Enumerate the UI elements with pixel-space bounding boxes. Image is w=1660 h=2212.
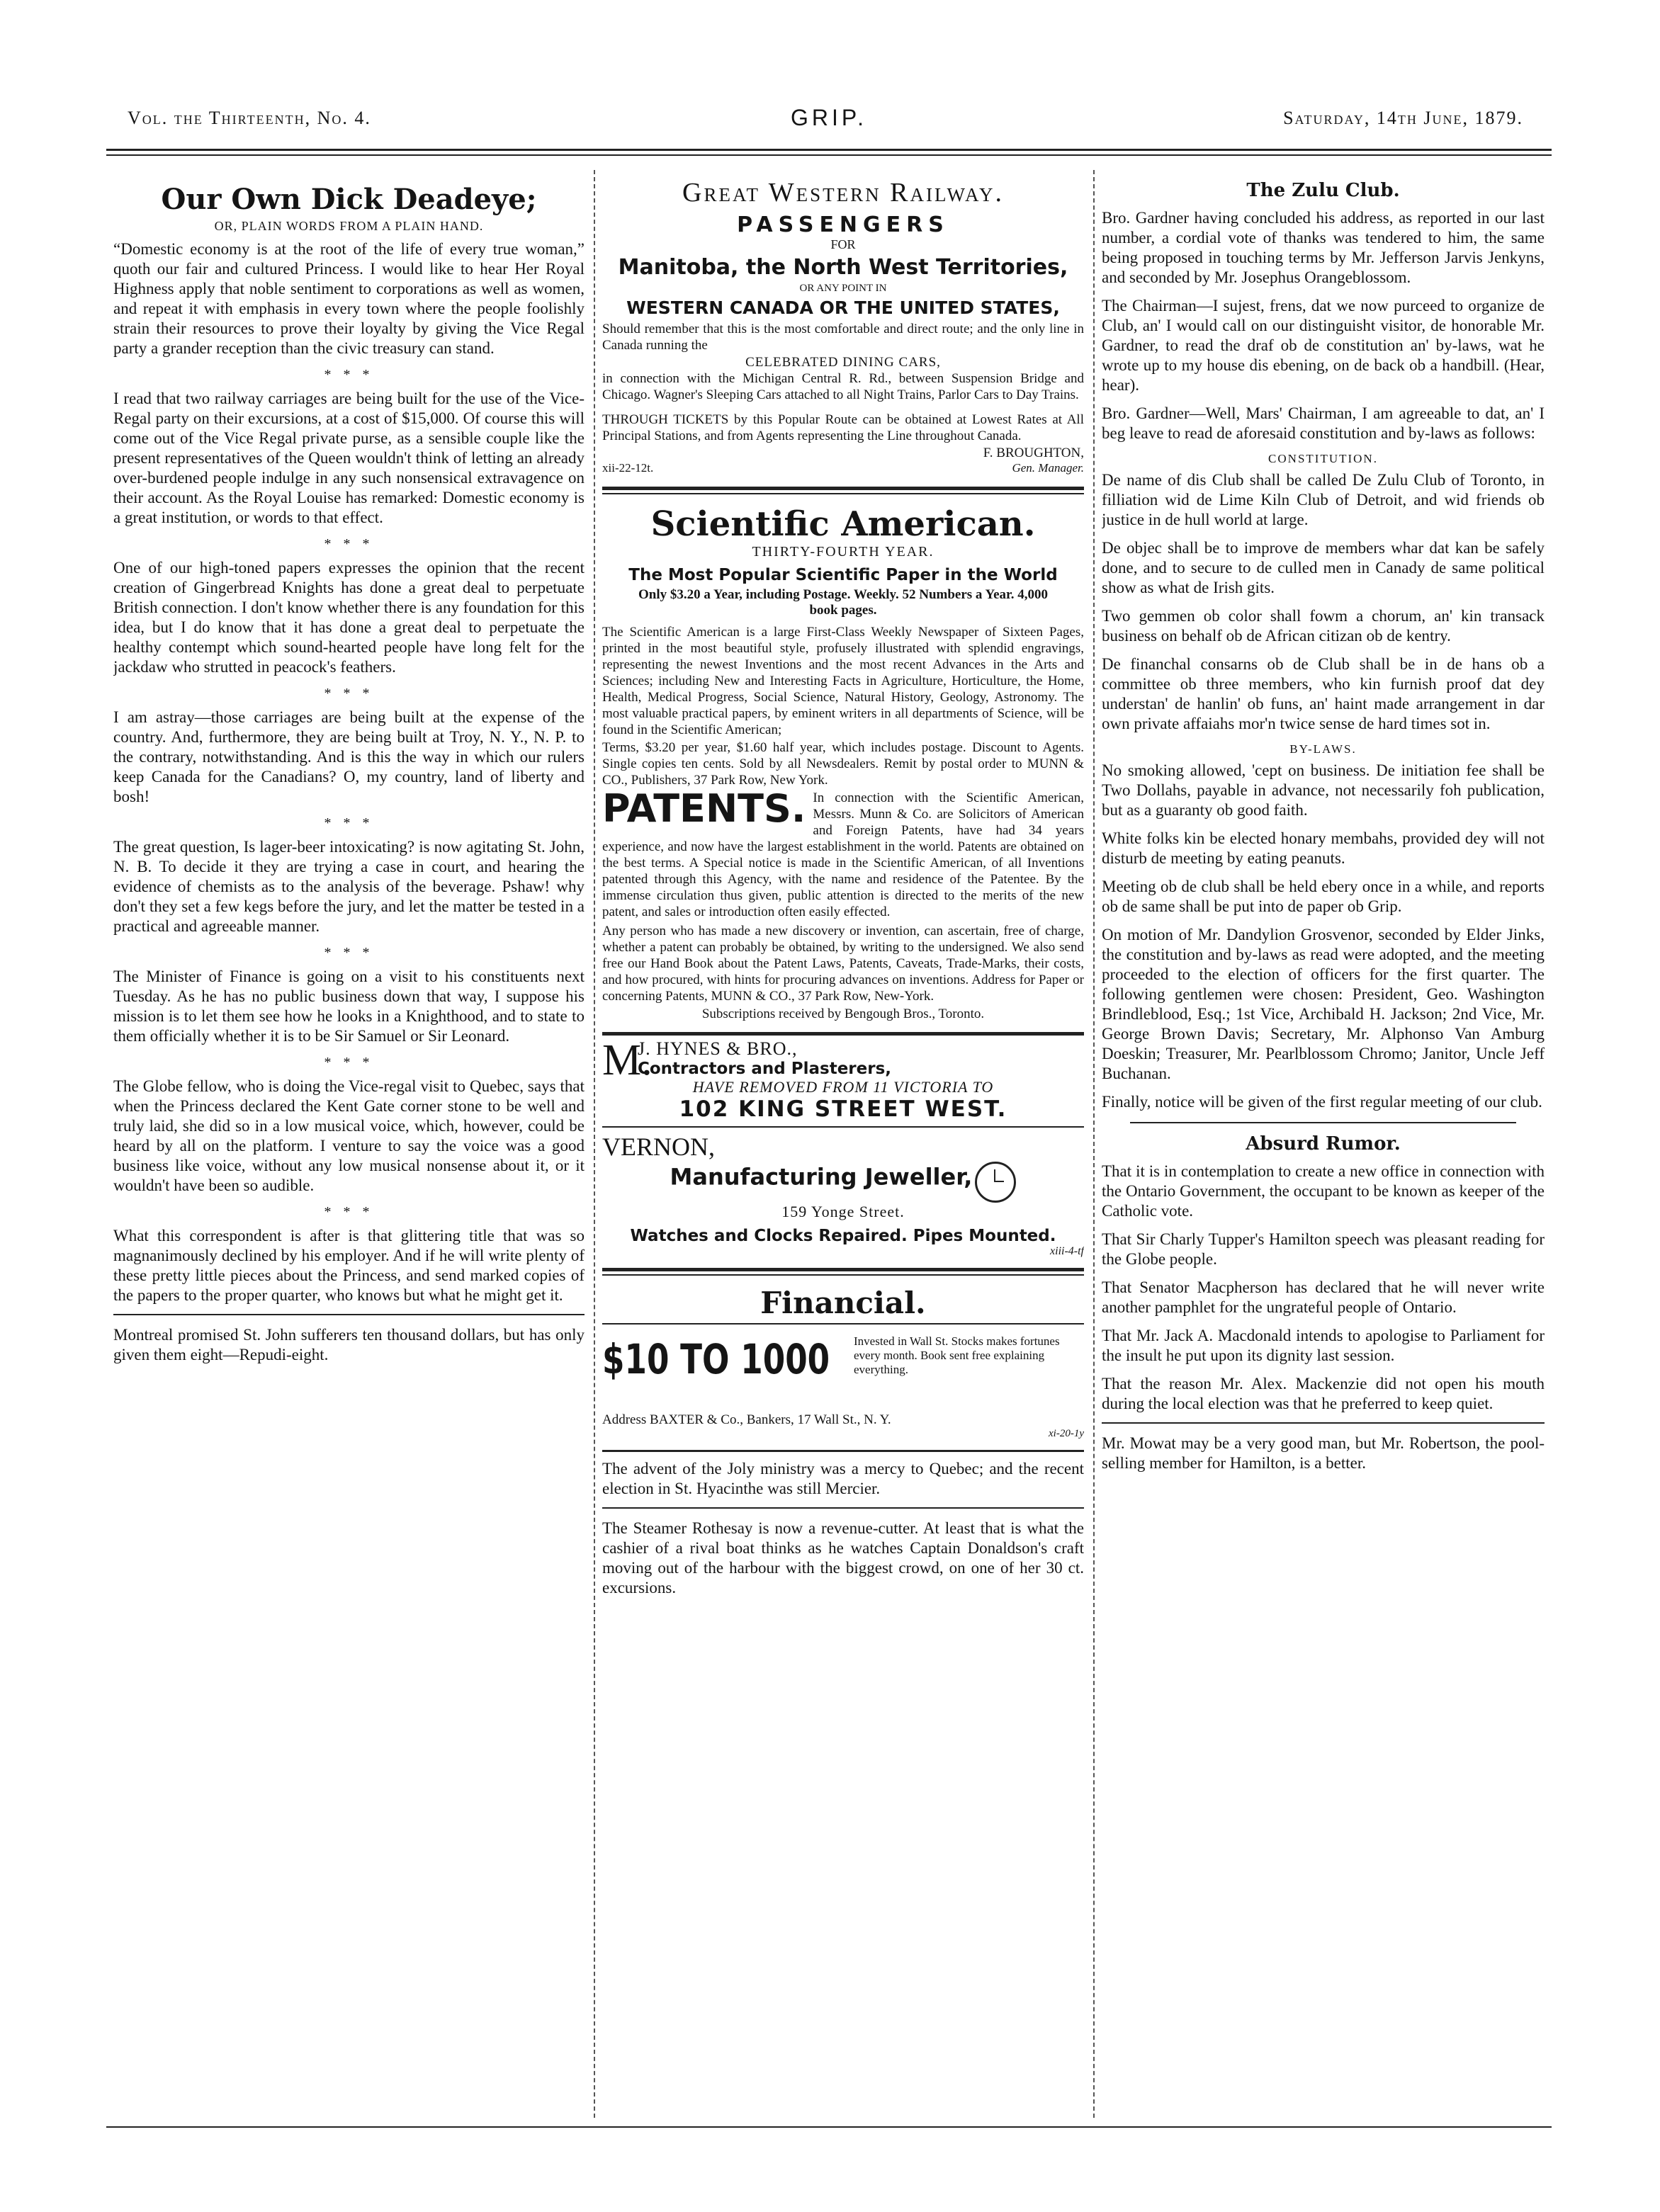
ad-heading: $10 TO 1000 [602,1335,830,1383]
ad-text: Should remember that this is the most comfortable and direct route; and the only line in Canada running the [602,322,1084,353]
column-right [1102,177,1545,2125]
paragraph: That the reason Mr. Alex. Mackenzie did not open his mouth during the local election was that he preferred to keep quiet. [1102,1375,1545,1412]
issue-date: Saturday, 14th June, 1879. [1283,108,1523,128]
section-break: * * * [324,1055,374,1070]
section-break: * * * [324,1204,374,1220]
ad-text: The Scientific American is a large First-Class Weekly Newspaper of Sixteen Pages, printed in the most beautiful style, profusely illustrated with splendid engravings, representing the newest Inventions and the most recent Advances in the Arts and Sciences; including New and Interesting Facts in Agriculture, Horticulture, the Home, Health, Medical Progress, Social Science, Natural History, Geology, Astronomy. The most valuable practical papers, by eminent writers in all departments of Science, will be found in the Scientific American; [602,625,1084,737]
column-center-ads [602,177,1084,2125]
column-left [113,177,585,2125]
ad-text: 159 Yonge Street. [781,1203,905,1220]
divider [602,493,1084,494]
ad-signature: F. BROUGHTON, [983,446,1084,460]
paragraph: Finally, notice will be given of the first regular meeting of our club. [1102,1093,1542,1111]
divider [602,1507,1084,1509]
divider [1102,1422,1545,1424]
ad-heading: WESTERN CANADA OR THE UNITED STATES, [626,297,1060,318]
paragraph: I read that two railway carriages are being built for the use of the Vice-Regal party on their excursions, at a cost of $15,000. Of course this will come out of the Vice Regal private purse, as a sensible couple like the present representatives of the Queen wouldn't think of letting an already over-burdened people indulge in any such nonsensical extravagence on their account. As the Royal Louise has remarked: Domestic economy is a great institution, or words to that effect. [113,390,585,526]
divider [113,1314,585,1315]
paragraph: Meeting ob de club shall be held ebery once in a while, and reports ob de same shall be put into de paper ob Grip. [1102,878,1545,915]
newspaper-page [106,92,1552,2132]
divider [602,1126,1084,1128]
section-break: * * * [324,945,374,960]
ad-title: Great Western Railway. [682,178,1004,208]
ad-text: HAVE REMOVED FROM 11 VICTORIA TO [692,1078,994,1096]
ad-text: In connection with the Scientific American, Messrs. Munn & Co. are Solicitors of American and Foreign Patents, have had 34 years experience, and now have the largest establishment in the world. Patents are obtained on the best terms. A Special notice is made in the Scientific American, of all Inventions patented through this Agency, with the name and residence of the Patentee. By the immense circulation thus given, public attention is directed to the merits of the new patent, and sales or introduction often easily effected. [602,790,1084,919]
paragraph: Bro. Gardner having concluded his address, as reported in our last number, a cordial vote of thanks was tendered to him, the same being proposed in touching terms by Mr. Jefferson Jarvis Jenkyns, and seconded by Mr. Josephus Orangeblossom. [1102,209,1545,286]
ad-initial: M. [602,1036,653,1084]
section-break: * * * [324,815,374,831]
paragraph: “Domestic economy is at the root of the life of every true woman,” quoth our fair and cultured Princess. I would like to hear Her Royal Highness apply that noble sentiment to corporations as well as women, and repeat it with emphasis in every town where the people foolishly strain their resources to prove their loyalty by giving the Vice Regal party a grander reception than the civic treasury can stand. [113,240,585,357]
paragraph: Montreal promised St. John sufferers ten thousand dollars, but has only given them eight—Repudi-eight. [113,1326,585,1363]
divider [602,1323,1084,1325]
section-break: * * * [324,367,374,382]
ad-ref: xiii-4-tf [1050,1245,1084,1257]
paragraph: One of our high-toned papers expresses the opinion that the recent creation of Gingerbread Knights has done a great deal to perpetuate British connection. I don't know whether there is any foundation for this idea, but I do know that it has done a great deal to perpetuate the healthy contempt which sound-hearted people have long felt for the jackdaw who strutted in peacock's feathers. [113,559,585,676]
masthead: GRIP. [791,105,867,130]
ad-ref: xi-20-1y [1049,1428,1084,1439]
ad-role: Gen. Manager. [1012,461,1084,475]
ad-text: CELEBRATED DINING CARS, [745,355,941,370]
paragraph: What this correspondent is after is that glittering title that was so magnanimously declined by his employer. And if he will write plenty of these pretty little pieces about the Princess, and send marked copies of the papers to the proper quarter, who knows but what he might get it. [113,1227,585,1304]
ad-heading: 102 KING STREET WEST. [679,1096,1007,1122]
page-header [106,92,1552,149]
ad-text: FOR [830,237,856,251]
ad-text: Invested in Wall St. Stocks makes fortunes every month. Book sent free explaining everything. [854,1334,1060,1376]
section-break: * * * [324,536,374,552]
article-title: The Zulu Club. [1246,180,1400,201]
section-break: * * * [324,686,374,701]
ad-vernon [602,1132,1084,1258]
section-heading: CONSTITUTION. [1268,452,1378,465]
header-rule-thin [106,154,1552,156]
paragraph: The Chairman—I sujest, frens, dat we now purceed to organize de Club, an' I would call on our distinguisht visitor, de honorable Mr. Gardner, to read the draf ob de constitution an' by-laws, wat he wrote up to my house dis ebening, on de back ob a handbill. (Hear, hear). [1102,297,1545,394]
ad-heading: The Most Popular Scientific Paper in the World [628,566,1058,584]
ad-heading: Manitoba, the North West Territories, [618,255,1068,280]
paragraph: That Mr. Jack A. Macdonald intends to apologise to Parliament for the insult he put upon its dignity last session. [1102,1327,1545,1364]
ad-heading: Watches and Clocks Repaired. Pipes Mounted. [630,1227,1056,1245]
divider [1130,1122,1516,1123]
section-title: Financial. [760,1286,926,1320]
ad-title: J. HYNES & BRO., [638,1038,798,1059]
divider [602,1032,1084,1036]
header-rule [106,149,1552,151]
paragraph: De financhal consarns ob de Club shall be in de hans ob a committee ob three members, who kin furnish proof dat dey understan' de hanlin' ob funs, an' haint made arrangement in dar own private affaiahs mor'n twice sense de hard times sot in. [1102,655,1545,732]
ad-text: Any person who has made a new discovery or invention, can ascertain, free of charge, whether a patent can probably be obtained, by writing to the undersigned. We also send free our Hand Book about the Patent Laws, Patents, Caveats, Trade-Marks, their costs, and how procured, with hints for procuring advances on inventions. Address for Paper or concerning Patents, MUNN & CO., 37 Park Row, New-York. [602,924,1084,1004]
ad-heading: Manufacturing Jeweller, [670,1163,973,1191]
ad-scientific-american [602,504,1084,1022]
ad-text: Address BAXTER & Co., Bankers, 17 Wall St., N. Y. [602,1412,891,1427]
ad-text: OR ANY POINT IN [799,283,887,294]
ad-ref: xii-22-12t. [602,461,654,475]
ad-text: in connection with the Michigan Central R. Rd., between Suspension Bridge and Chicago. Wagner's Sleeping Cars attached to all Night Trains, Parlor Cars to Day Trains. [602,371,1084,402]
ad-great-western-railway [602,177,1084,477]
divider [602,1268,1084,1271]
paragraph: Bro. Gardner—Well, Mars' Chairman, I am agreeable to dat, an' I beg leave to read de aforesaid constitution and by-laws as follows: [1102,404,1545,442]
article-subtitle: OR, PLAIN WORDS FROM A PLAIN HAND. [214,219,484,233]
ad-text: Only $3.20 a Year, including Postage. Weekly. 52 Numbers a Year. 4,000 book pages. [638,587,1048,618]
paragraph: Two gemmen ob color shall fowm a chorum, an' kin transack business on behalf ob de African citizan ob de kentry. [1102,607,1545,645]
article-title: Absurd Rumor. [1246,1133,1401,1155]
paragraph: That it is in contemplation to create a new office in connection with the Ontario Government, the occupant to be known as keeper of the Catholic vote. [1102,1162,1545,1220]
paragraph: De objec shall be to improve de members whar dat kan be safely done, and to secure to de culled men in Canady de same political show as what de Irish gits. [1102,539,1545,596]
ad-text: Terms, $3.20 per year, $1.60 half year, which includes postage. Discount to Agents. Single copies ten cents. Sold by all Newsdealers. Remit by postal order to MUNN & CO., Publishers, 37 Park Row, New York. [602,740,1084,788]
paragraph: The Minister of Finance is going on a visit to his constituents next Tuesday. As he has no public business down that way, I suppose his mission is to let them see how he looks in a Knighthood, and to state to them officially whether it is to be Sir Samuel or Sir Leonard. [113,968,585,1045]
ad-hynes [602,1036,1084,1084]
ad-text: Contractors and Plasterers, [638,1060,892,1078]
column-divider [594,170,595,2118]
paragraph: That Senator Macpherson has declared that he will never write another pamphlet for the ungrateful people of Ontario. [1102,1278,1545,1316]
paragraph: Mr. Mowat may be a very good man, but Mr. Robertson, the pool-selling member for Hamilton, is a better. [1102,1434,1545,1472]
paragraph: De name of dis Club shall be called De Zulu Club of Toronto, in filliation wid de Lime Kiln Club of Detroit, and wid friends ob justice in de hull world at large. [1102,471,1545,528]
paragraph: I am astray—those carriages are being built at the expense of the country. And, furthermore, they are being built at Troy, N. Y., N. P. to the contrary, notwithstanding. And is this the way in which our rulers keep Canada for the Canadians? O, my country, land of liberty and bosh! [113,708,585,805]
ad-footer [602,461,1084,477]
ad-text: THROUGH TICKETS by this Popular Route can be obtained at Lowest Rates at All Principal Stations, and from Agents representing the Line throughout Canada. [602,412,1084,443]
paragraph: The Steamer Rothesay is now a revenue-cutter. At least that is what the cashier of a rival boat thinks as he watches Captain Donaldson's craft moving out of the harbour with the biggest crowd, on one of her 30 ct. excursions. [602,1519,1084,1596]
paragraph: On motion of Mr. Dandylion Grosvenor, seconded by Elder Jinks, the constitution and by-laws as read were adopted, and the meeting proceeded to the election of officers for the first quarter. The following gentlemen were chosen: President, Geo. Washington Brindleblood, Esq.; 1st Vice, Archibald H. Jackson; 2nd Vice, Mr. George Brown Davis; Secretary, Mr. Alphonso Van Amburg Doeskin; Treasurer, Mr. Pearlblossom Chromo; Janitor, Uncle Jeff Buchanan. [1102,926,1545,1082]
column-divider [1093,170,1095,2118]
ad-text: THIRTY-FOURTH YEAR. [752,544,935,560]
volume-number: Vol. the Thirteenth, No. 4. [128,108,371,128]
ad-title: VERNON, [602,1133,715,1161]
ad-heading: PATENTS. [602,786,806,831]
ad-baxter [602,1334,1084,1412]
divider [602,487,1084,490]
divider [602,1450,1084,1452]
paragraph: That Sir Charly Tupper's Hamilton speech was pleasant reading for the Globe people. [1102,1230,1545,1268]
ad-heading: PASSENGERS [737,212,949,237]
pocket-watch-icon [975,1162,1016,1203]
paragraph: No smoking allowed, 'cept on business. De initiation fee shall be Two Dollahs, payable in advance, not necessarily foh publication, but as a guaranty ob good faith. [1102,761,1545,819]
section-heading: BY-LAWS. [1289,742,1357,756]
article-title: Our Own Dick Deadeye; [161,183,537,216]
paragraph: White folks kin be elected honary membahs, provided dey will not disturb de meeting by eating peanuts. [1102,829,1545,867]
ad-title: Scientific American. [650,504,1036,544]
paragraph: The advent of the Joly ministry was a mercy to Quebec; and the recent election in St. Hyacinthe was still Mercier. [602,1460,1084,1497]
ad-text: Subscriptions received by Bengough Bros., Toronto. [701,1006,985,1021]
divider [602,1274,1084,1276]
footer-rule [106,2126,1552,2128]
paragraph: The great question, Is lager-beer intoxicating? is now agitating St. John, N. B. To decide it they are trying a case in court, and hearing the evidence of chemists as to the analysis of the beverage. Pshaw! why don't they set a few kegs before the jury, and let the matter be tested in a practical and agreeable manner. [113,838,585,935]
paragraph: The Globe fellow, who is doing the Vice-regal visit to Quebec, says that when the Princess declared the Kent Gate corner stone to be well and truly laid, she did so in a low musical voice, which, however, could be heard by all on the platform. I venture to say the voice was a good business like voice, without any low musical nonsense about it, or it wouldn't have been so audible. [113,1077,585,1194]
